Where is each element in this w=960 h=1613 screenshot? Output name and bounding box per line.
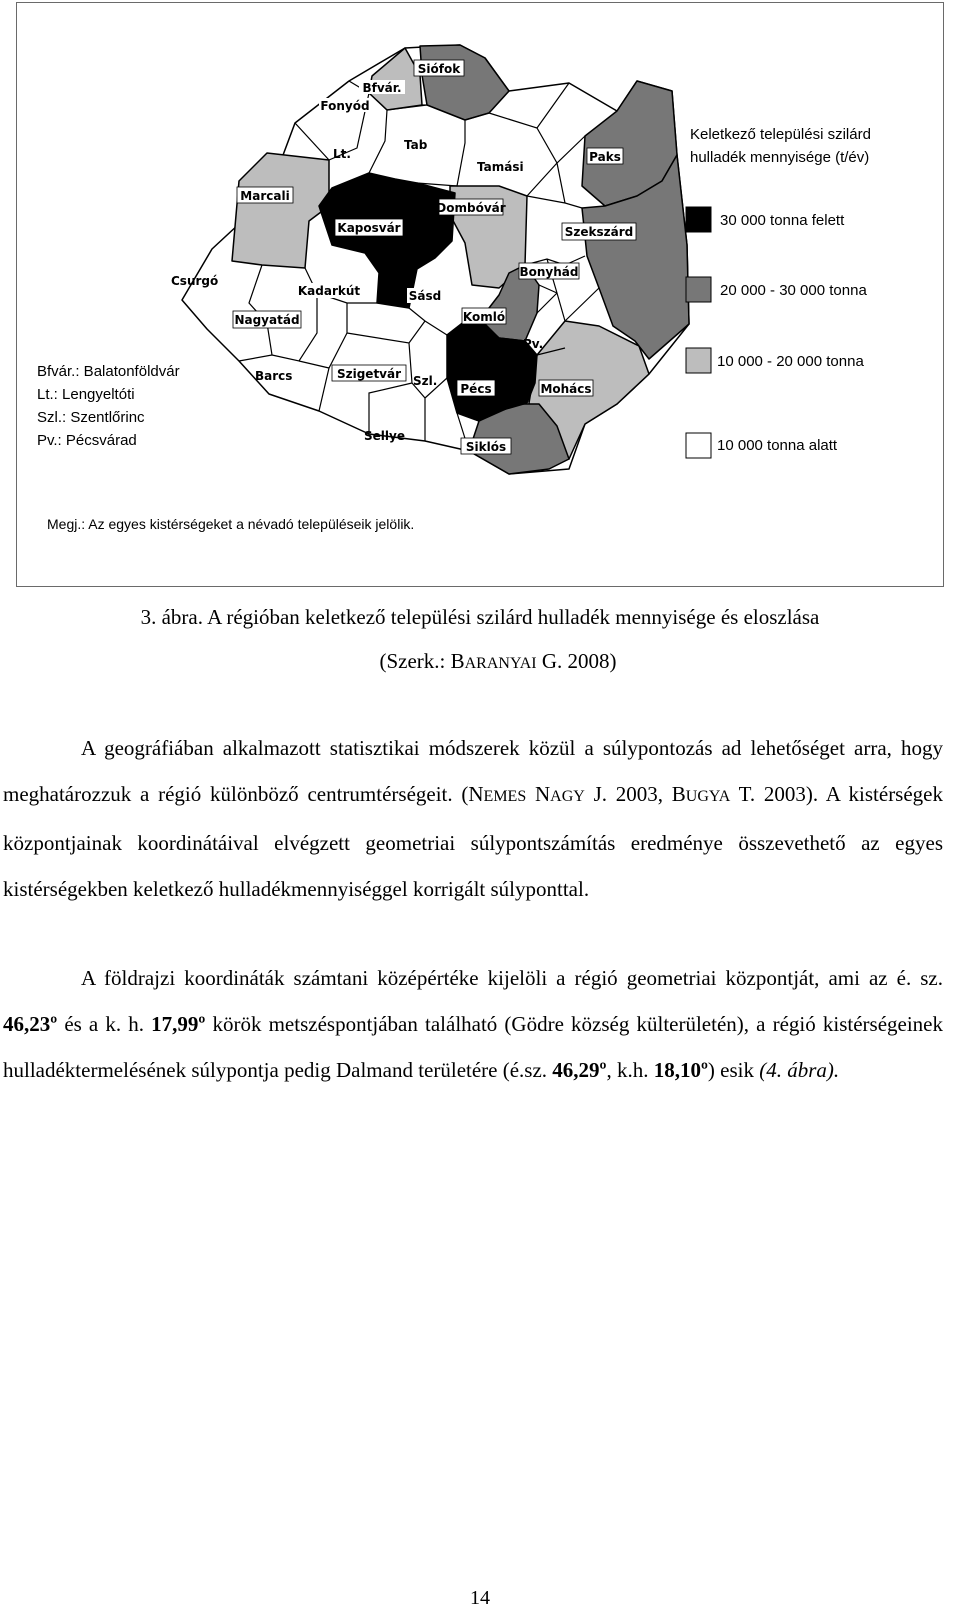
- label-siofok: Siófok: [417, 62, 461, 76]
- abbr-2: Lt.: Lengyeltóti: [37, 386, 135, 403]
- legend-swatch-1: [686, 207, 711, 232]
- label-pecs: Pécs: [460, 382, 492, 396]
- abbreviation-list: [37, 363, 180, 449]
- label-marcali: Marcali: [240, 189, 290, 203]
- legend-title-1: Keletkező települési szilárd: [690, 126, 871, 143]
- abbr-1: Bfvár.: Balatonföldvár: [37, 363, 180, 380]
- label-tamasi: Tamási: [477, 160, 524, 174]
- label-nagyatad: Nagyatád: [234, 313, 300, 327]
- legend-swatch-3: [686, 348, 711, 373]
- legend-label-2: 20 000 - 30 000 tonna: [720, 282, 867, 299]
- label-siklos: Siklós: [465, 440, 507, 454]
- figure-caption-line2: (Szerk.: BARANYAI G. 2008): [379, 649, 617, 673]
- label-csurgo: Csurgó: [171, 274, 219, 288]
- map-note: Megj.: Az egyes kistérségeket a névadó településeik jelölik.: [47, 516, 415, 532]
- legend-swatch-2: [686, 277, 711, 302]
- label-tab: Tab: [404, 138, 428, 152]
- label-lt: Lt.: [333, 147, 351, 161]
- waste-map-figure: [16, 2, 944, 587]
- label-barcs: Barcs: [255, 369, 293, 383]
- legend-title-2: hulladék mennyisége (t/év): [690, 149, 870, 166]
- paragraph-2: A földrajzi koordináták számtani középértéke kijelöli a régió geometriai központját, ami az é. sz. 46,23º és a k. h. 17,99º körök metszéspontjában található (Gödre község külterületén), a régió kistérségeinek hulladéktermelésének súlypontja pedig Dalmand területére (é.sz. 46,29º, k.h. 18,10º) esik (4. ábra).: [3, 966, 943, 1082]
- abbr-4: Pv.: Pécsvárad: [37, 432, 137, 449]
- label-szl: Szl.: [413, 374, 438, 388]
- legend-label-4: 10 000 tonna alatt: [717, 437, 838, 454]
- legend-label-3: 10 000 - 20 000 tonna: [717, 353, 864, 370]
- label-szekszard: Szekszárd: [564, 225, 634, 239]
- legend-label-1: 30 000 tonna felett: [720, 212, 845, 229]
- map-legend: [686, 126, 871, 458]
- figure-caption-line1: 3. ábra. A régióban keletkező települési szilárd hulladék mennyisége és eloszlása: [140, 605, 820, 629]
- region-map: [17, 3, 943, 586]
- label-bfvar: Bfvár.: [362, 81, 402, 95]
- label-szigetvar: Szigetvár: [336, 367, 402, 381]
- label-mohacs: Mohács: [540, 382, 592, 396]
- label-bonyhad: Bonyhád: [519, 265, 579, 279]
- paragraph-1: A geográfiában alkalmazott statisztikai módszerek közül a súlypontozás ad lehetőséget arra, hogy meghatározzuk a régió különböző centrumtérségeit. (NEMES NAGY J. 2003, BUGYA T. 2003). A kistérségek központjainak koordinátáival elvégzett geometriai súlypontszámítás eredménye összevethető az egyes kistérségekben keletkező hulladékmennyiséggel korrigált súlyponttal.: [3, 736, 943, 901]
- label-sasd: Sásd: [408, 289, 442, 303]
- label-paks: Paks: [589, 150, 621, 164]
- abbr-3: Szl.: Szentlőrinc: [37, 409, 145, 426]
- label-kaposvar: Kaposvár: [337, 221, 401, 235]
- page-number: 14: [470, 1587, 490, 1609]
- label-fonyod: Fonyód: [320, 99, 370, 113]
- label-sellye: Sellye: [364, 429, 405, 443]
- label-dombovar: Dombóvár: [436, 201, 506, 215]
- label-komlo: Komló: [462, 310, 506, 324]
- legend-swatch-4: [686, 433, 711, 458]
- label-kadarkut: Kadarkút: [297, 284, 361, 298]
- label-pv: Pv.: [523, 337, 544, 351]
